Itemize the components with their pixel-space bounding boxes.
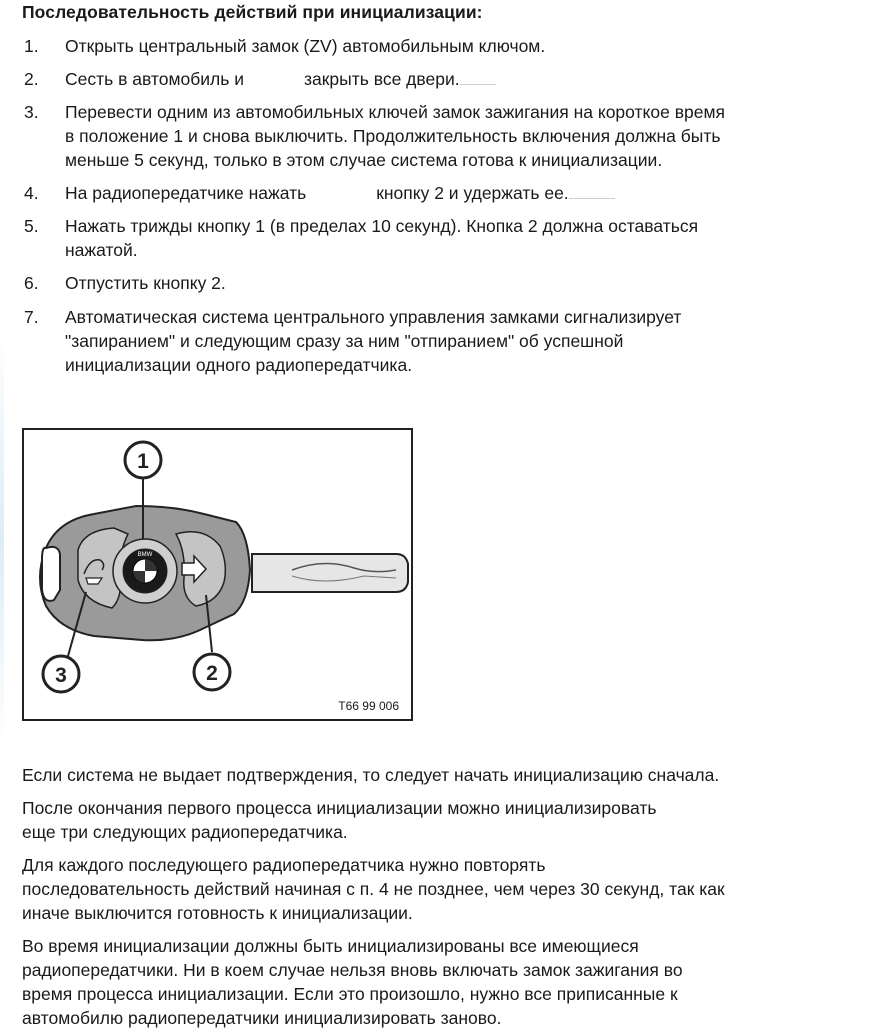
bmw-logo-text: BMW [137, 552, 153, 558]
step-text-part: Сесть в автомобиль и [65, 69, 244, 89]
step-text: Отпустить кнопку 2. [65, 273, 226, 293]
step-line: Перевести одним из автомобильных ключей замок зажигания на короткое время [65, 102, 725, 122]
step-line: "запиранием" и следующим сразу за ним "отпиранием" об успешной [65, 331, 624, 351]
paragraph-2 [22, 796, 852, 844]
step-text-part: На радиопередатчике нажать [65, 183, 307, 203]
step-text [65, 181, 825, 205]
key-blade [252, 554, 408, 592]
paragraph-4 [22, 934, 852, 1030]
paragraph-line: Во время инициализации должны быть инициализированы все имеющиеся [22, 936, 639, 956]
remote-key-drawing [24, 430, 411, 719]
page-title: Последовательность действий при инициализации: [22, 2, 483, 22]
step-text-part: кнопку 2 и удержать ее. [376, 183, 569, 203]
callout-3-label: 3 [55, 664, 67, 687]
step-text [65, 214, 825, 262]
step-line: инициализации одного радиопередатчика. [65, 355, 413, 375]
step-number: 3. [24, 102, 39, 122]
paragraph-3 [22, 853, 852, 925]
key-illustration [22, 428, 413, 721]
step-line: меньше 5 секунд, только в этом случае система готова к инициализации. [65, 150, 663, 170]
paragraph-line: последовательность действий начиная с п. 4 не позднее, чем через 30 секунд, так как [22, 879, 725, 899]
step-number: 4. [24, 183, 39, 203]
paragraph-line: Если система не выдает подтверждения, то следует начать инициализацию сначала. [22, 765, 720, 785]
paragraph-line: После окончания первого процесса инициализации можно инициализировать [22, 798, 657, 818]
step-number: 2. [24, 69, 39, 89]
step-text [65, 305, 825, 377]
paragraph-line: время процесса инициализации. Если это произошло, нужно все приписанные к [22, 984, 678, 1004]
scan-edge [0, 330, 4, 750]
figure-caption: T66 99 006 [338, 699, 399, 713]
callout-2-label: 2 [206, 662, 218, 685]
step-number: 1. [24, 36, 39, 56]
paragraph-1 [22, 763, 852, 787]
step-text [65, 100, 825, 172]
paragraph-line: иначе выключится готовность к инициализации. [22, 903, 413, 923]
paragraph-line: радиопередатчики. Ни в коем случае нельзя вновь включать замок зажигания во [22, 960, 683, 980]
step-number: 7. [24, 307, 39, 327]
step-line: Нажать трижды кнопку 1 (в пределах 10 секунд). Кнопка 2 должна оставаться [65, 216, 699, 236]
step-number: 6. [24, 273, 39, 293]
step-text: Открыть центральный замок (ZV) автомобильным ключом. [65, 36, 546, 56]
step-text-part: закрыть все двери. [304, 69, 460, 89]
paragraph-line: еще три следующих радиопередатчика. [22, 822, 348, 842]
paragraph-line: Для каждого последующего радиопередатчика нужно повторять [22, 855, 546, 875]
step-line: в положение 1 и снова выключить. Продолжительность включения должна быть [65, 126, 721, 146]
callout-1-label: 1 [137, 450, 149, 473]
step-line: нажатой. [65, 240, 138, 260]
step-text [65, 67, 825, 91]
key-ring-hole [42, 547, 60, 601]
step-number: 5. [24, 216, 39, 236]
step-line: Автоматическая система центрального управления замками сигнализирует [65, 307, 682, 327]
paragraph-line: автомобилю радиопередатчики инициализировать заново. [22, 1008, 502, 1028]
